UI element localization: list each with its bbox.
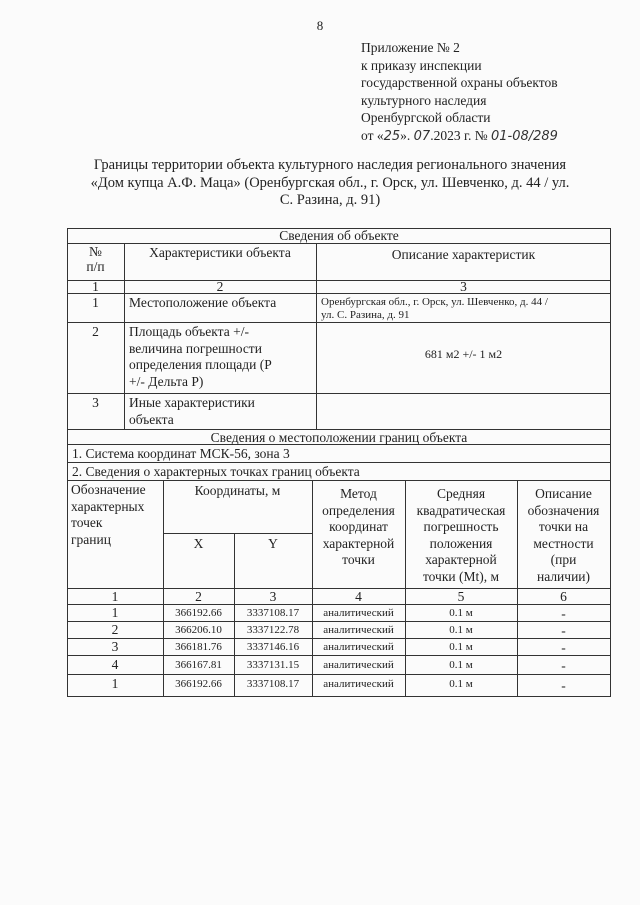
annex-line: культурного наследия (361, 92, 487, 108)
header-line: границ (71, 531, 111, 547)
coordinate-system: 1. Система координат МСК-56, зона 3 (72, 446, 290, 461)
header-line: точек (71, 515, 103, 530)
row-value-location (321, 296, 609, 322)
col-number: 3 (269, 589, 277, 604)
coord-y: 3337108.17 (246, 678, 300, 690)
error: 0.1 м (449, 678, 473, 690)
header-coordinates: Координаты, м (194, 483, 281, 498)
header-line: квадратическая (416, 502, 506, 518)
coord-x: 366181.76 (175, 641, 222, 653)
point-number: 2 (111, 622, 119, 637)
name-line: Иные характеристики (129, 395, 255, 410)
col-number: 2 (216, 279, 224, 294)
coord-y: 3337122.78 (246, 624, 300, 636)
point-number: 1 (111, 605, 119, 620)
header-line: характерной (322, 535, 395, 551)
header-line: (при (550, 552, 577, 567)
annex-line: Приложение № 2 (361, 40, 460, 55)
point-description: - (561, 623, 566, 638)
header-line: положения (429, 535, 493, 551)
row-num: 1 (92, 295, 99, 310)
name-line: объекта (129, 411, 174, 427)
col-number: 1 (92, 279, 99, 294)
date-year: .2023 г. № (430, 127, 488, 143)
coord-x: 366167.81 (175, 659, 222, 671)
date-month-handwritten: 07 (413, 128, 431, 144)
col-number: 5 (457, 589, 465, 604)
annex-line: Оренбургской области (361, 110, 491, 125)
coord-y: 3337131.15 (246, 659, 300, 671)
point-description: - (561, 606, 566, 621)
row-name-other (129, 395, 315, 428)
name-line: величина погрешности (129, 340, 262, 356)
header-line: погрешность (423, 519, 499, 534)
annex-line: к приказу инспекции (361, 57, 482, 73)
method: аналитический (323, 607, 394, 619)
col-number: 2 (195, 589, 202, 604)
header-line: характерной (425, 552, 497, 567)
coord-y: 3337108.17 (246, 607, 300, 619)
coord-x: 366206.10 (175, 624, 222, 636)
row-num: 3 (92, 395, 99, 410)
header-num (67, 244, 124, 274)
name-line: Площадь объекта +/- (129, 324, 249, 339)
row-value-area: 681 м2 +/- 1 м2 (424, 347, 503, 361)
error: 0.1 м (449, 607, 473, 619)
date-mid: ». (400, 127, 411, 143)
name-line: +/- Дельта Р) (129, 373, 204, 389)
header-line: Обозначение (71, 482, 146, 497)
header-num-line: п/п (86, 259, 105, 274)
date-prefix: от « (361, 127, 384, 143)
date-day-handwritten: 25 (383, 128, 401, 144)
header-line: Метод (340, 486, 377, 501)
coord-x: 366192.66 (175, 678, 222, 690)
header-point-description (517, 486, 610, 585)
row-num: 2 (92, 324, 99, 339)
col-number: 6 (560, 589, 567, 604)
method: аналитический (323, 659, 394, 671)
header-line: точки (Mt), м (422, 568, 500, 584)
header-line: координат (329, 519, 388, 534)
coord-y: 3337146.16 (246, 641, 300, 653)
point-description: - (561, 658, 566, 673)
col-number: 4 (355, 589, 362, 604)
title-line: Границы территории объекта культурного наследия регионального значения (93, 157, 567, 173)
header-num-line: № (89, 244, 102, 259)
header-line: точки на (538, 519, 589, 534)
title-line: С. Разина, д. 91) (279, 192, 381, 208)
header-line: определения (322, 502, 395, 518)
header-y: Y (268, 536, 278, 551)
method: аналитический (323, 678, 394, 690)
header-line: точки (342, 552, 375, 567)
header-line: характерных (71, 498, 145, 514)
header-line: Описание (535, 486, 592, 501)
header-designation (71, 482, 163, 548)
row-name: Местоположение объекта (129, 295, 277, 310)
row-name-area (129, 324, 315, 390)
method: аналитический (323, 624, 394, 636)
order-number-handwritten: 01-08/289 (490, 128, 558, 144)
col-number: 1 (111, 589, 119, 604)
header-x: X (193, 536, 204, 551)
section-header-object-info: Сведения об объекте (279, 228, 399, 243)
header-error (405, 486, 517, 585)
page-number: 8 (316, 18, 324, 33)
section-header-boundaries: Сведения о местоположении границ объекта (210, 430, 468, 445)
value-line: ул. С. Разина, д. 91 (321, 309, 410, 321)
error: 0.1 м (449, 659, 473, 671)
header-line: обозначения (527, 502, 600, 518)
error: 0.1 м (449, 624, 473, 636)
annex-line: государственной охраны объектов (361, 75, 558, 90)
header-line: местности (533, 535, 594, 551)
point-number: 3 (111, 639, 119, 654)
value-line: Оренбургская обл., г. Орск, ул. Шевченко, д. 44 / (321, 296, 548, 308)
header-line: Средняя (436, 486, 486, 501)
point-description: - (561, 640, 566, 655)
title-line: «Дом купца А.Ф. Маца» (Оренбургская обл., г. Орск, ул. Шевченко, д. 44 / ул. (90, 174, 570, 191)
col-number: 3 (460, 279, 467, 294)
header-method (312, 486, 405, 569)
error: 0.1 м (449, 641, 473, 653)
header-description: Описание характеристик (391, 247, 536, 262)
coord-x: 366192.66 (175, 607, 222, 619)
point-number: 1 (111, 676, 119, 691)
name-line: определения площади (Р (129, 357, 272, 372)
point-number: 4 (111, 657, 119, 672)
points-header: 2. Сведения о характерных точках границ объекта (72, 464, 360, 479)
method: аналитический (323, 641, 394, 653)
header-characteristics: Характеристики объекта (149, 245, 291, 260)
point-description: - (561, 678, 566, 693)
header-line: наличии) (536, 568, 591, 584)
